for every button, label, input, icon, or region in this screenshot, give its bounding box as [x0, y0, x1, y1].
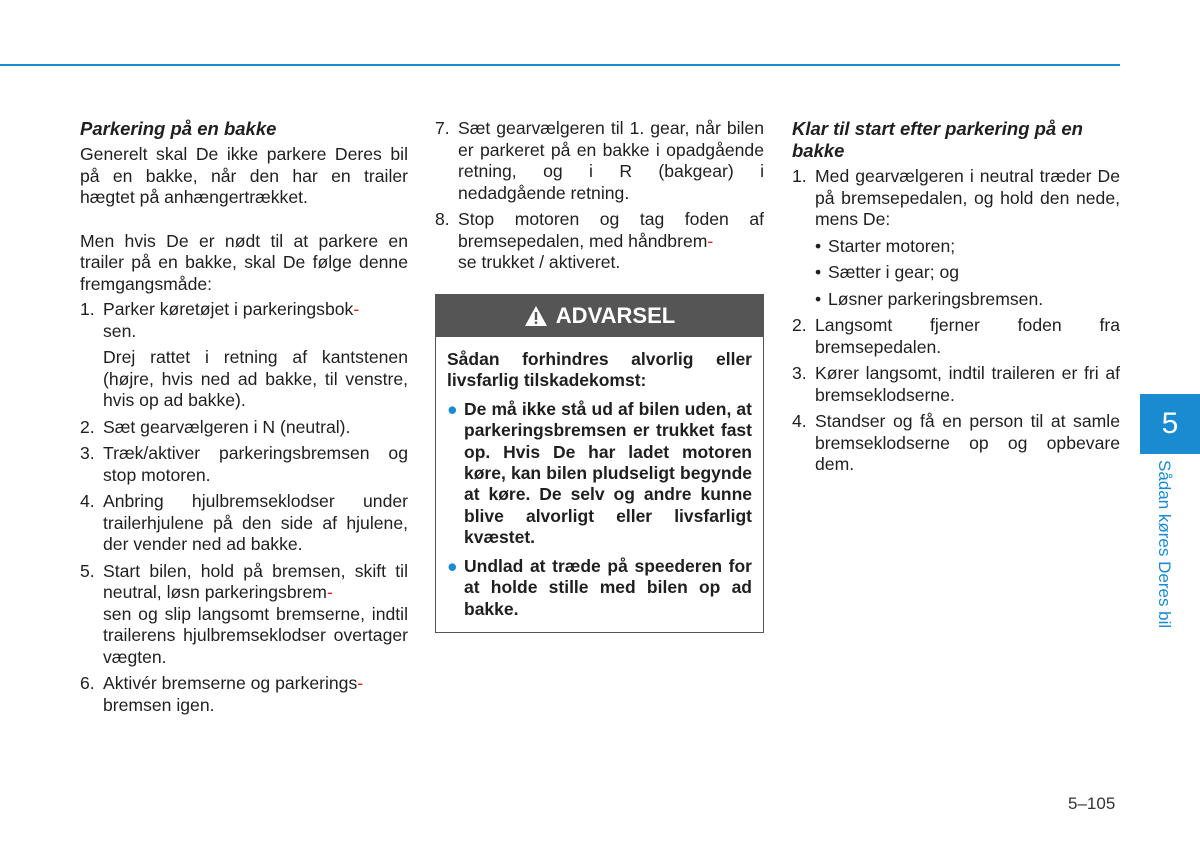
column-left: [80, 118, 408, 721]
list-item: 3. Kører langsomt, indtil traileren er fri af bremseklodserne.: [792, 363, 1120, 405]
list-item: 3. Træk/aktiver parkeringsbremsen og stop motoren.: [80, 443, 408, 485]
list-item-note: Drej rattet i retning af kantstenen (højre, hvis ned ad bakke, til venstre, hvis op ad bakke).: [103, 347, 408, 410]
list-item: 4. Standser og få en person til at samle bremseklodserne op og opbevare dem.: [792, 411, 1120, 474]
list-item: 6. Aktivér bremserne og parkerings- bremsen igen.: [80, 673, 364, 715]
list-item: 5. Start bilen, hold på bremsen, skift til neutral, løsn parkeringsbrem- sen og slip langsomt bremserne, indtil trailerens hjulbremseklodser overtager vægten.: [80, 560, 408, 667]
list-item: 2. Langsomt fjerner foden fra bremsepedalen.: [792, 315, 1120, 357]
header-rule: [0, 64, 1120, 66]
bullet-item: • Starter motoren;: [815, 235, 956, 256]
warning-box: [435, 294, 764, 634]
start-procedure-list-continued: [792, 315, 1120, 476]
list-item: 2. Sæt gearvælgeren i N (neutral).: [80, 416, 351, 437]
list-item: 7. Sæt gearvælgeren til 1. gear, når bilen er parkeret på en bakke i opadgående retning, og i R (bakgear) i nedadgående retning.: [435, 118, 764, 203]
warning-bullet: ● Undlad at træde på speederen for at holde stille med bilen op ad bakke.: [447, 556, 752, 619]
intro-paragraph: Generelt skal De ikke parkere Deres bil på en bakke, når den har en trailer hægtet på anhængertrækket.: [80, 144, 408, 207]
warning-header: [436, 295, 763, 337]
chapter-tab: [1140, 394, 1200, 454]
warning-lead: Sådan forhindres alvorlig eller livsfarlig tilskadekomst:: [447, 348, 752, 390]
chapter-title-vertical: Sådan køres Deres bil: [1155, 460, 1174, 629]
procedure-list: [80, 299, 408, 716]
bullet-item: • Sætter i gear; og: [815, 262, 960, 282]
page-number: 5–105: [1068, 794, 1116, 813]
list-item: 1. Med gearvælgeren i neutral træder De på bremsepedalen, og hold den nede, mens De:: [792, 166, 1120, 229]
warning-triangle-icon: [524, 305, 548, 327]
list-item: 1. Parker køretøjet i parkeringsbok- sen. Drej rattet i retning af kantstenen (højre, hvis ned ad bakke, til venstre, hvis op ad bakke).: [80, 299, 408, 410]
start-procedure-list: [792, 166, 1120, 231]
procedure-intro: Men hvis De er nødt til at parkere en trailer på en bakke, skal De følge denne fremgangsmåde:: [80, 230, 408, 294]
warning-title: ADVARSEL: [555, 302, 676, 328]
bullet-item: • Løsner parkeringsbremsen.: [815, 288, 1044, 309]
procedure-list-continued: [435, 118, 764, 274]
section-heading: Klar til start efter parkering på en bakke: [792, 118, 1083, 161]
warning-body: [436, 337, 763, 633]
warning-bullet: ● De må ikke stå ud af bilen uden, at parkeringsbremsen er trukket fast op. Hvis De har ladet motoren køre, kan bilen pludseligt begynde at køre. De selv og andre kunne blive alvorligt eller livsfarligt kvæstet.: [447, 399, 752, 547]
chapter-number: 5: [1161, 407, 1179, 440]
column-middle: [435, 118, 764, 633]
sub-bullet-list: [815, 236, 1120, 311]
column-right: [792, 118, 1120, 481]
list-item: 8. Stop motoren og tag foden af bremsepedalen, med håndbrem- se trukket / aktiveret.: [435, 209, 764, 272]
section-heading: Parkering på en bakke: [80, 118, 277, 139]
list-item: 4. Anbring hjulbremseklodser under trailerhjulene på den side af hjulene, der vender ned ad bakke.: [80, 491, 408, 554]
